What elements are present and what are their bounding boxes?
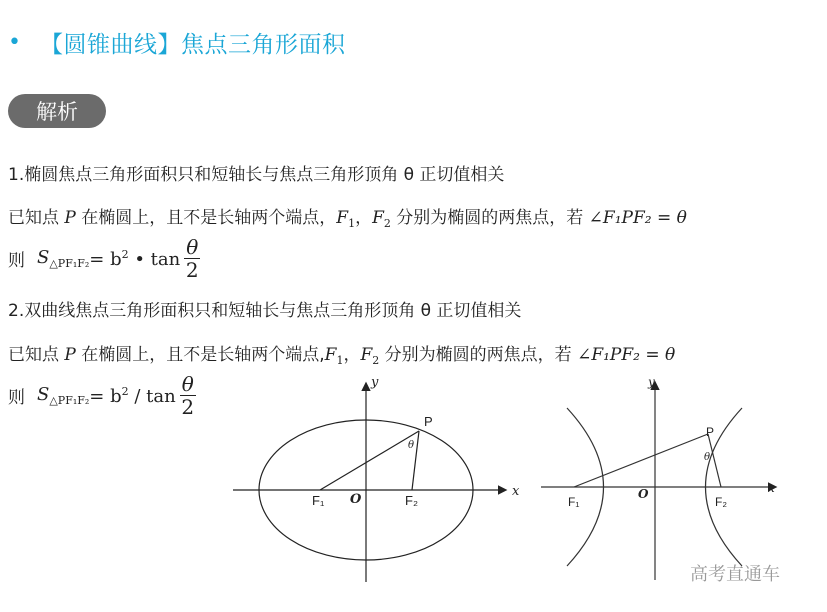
point-p: P <box>64 208 76 228</box>
given-text-b: 在椭圆上，且不是长轴两个端点, <box>75 345 325 365</box>
given-text-c: 分别为椭圆的两焦点，若 <box>390 208 589 228</box>
ellipse-x-label: x <box>512 484 520 499</box>
title-bullet: • <box>8 30 21 55</box>
hyperbola-theta-label: θ <box>704 452 711 463</box>
given-text-c: 分别为椭圆的两焦点，若 <box>379 345 578 365</box>
watermark: 高考直通车 <box>690 564 780 585</box>
hyperbola-origin-label: O <box>638 487 649 501</box>
hyperbola-diagram <box>541 383 775 580</box>
separator: ， <box>355 208 373 228</box>
ellipse-y-label: y <box>371 375 379 390</box>
ellipse-diagram <box>233 384 505 582</box>
page-title: 【圆锥曲线】焦点三角形面积 <box>40 32 346 58</box>
ellipse-p-label: P <box>424 414 433 429</box>
hyperbola-x-label: x <box>768 481 775 495</box>
ellipse-theta-label: θ <box>408 440 415 451</box>
half-theta-fraction: $\frac{\theta}{2}$ <box>181 372 195 419</box>
formula-eq: = $b^2$ • tan <box>89 247 181 270</box>
area-symbol: $S_{\triangle PF_1F_2}$ <box>37 384 90 407</box>
angle-condition: ∠F₁PF₂ = θ <box>577 345 676 365</box>
area-symbol: $S_{\triangle PF_1F_2}$ <box>37 247 90 270</box>
ellipse-origin-label: O <box>350 492 362 507</box>
ellipse-pf1 <box>320 431 419 490</box>
hyperbola-f1-label: F₁ <box>568 495 580 509</box>
given-text-a: 已知点 <box>8 345 65 365</box>
focus-f1: $F_1$ <box>324 345 344 367</box>
half-theta-fraction: $\frac{\theta}{2}$ <box>185 235 199 282</box>
given-text-b: 在椭圆上，且不是长轴两个端点， <box>75 208 337 228</box>
focus-f1: $F_1$ <box>336 208 356 230</box>
point-p: P <box>64 345 76 365</box>
then-label: 则 <box>8 388 25 408</box>
ellipse-f2-label: F₂ <box>405 493 418 508</box>
section1-heading: 1.椭圆焦点三角形面积只和短轴长与焦点三角形顶角 θ 正切值相关 <box>8 165 505 185</box>
hyperbola-y-label: y <box>648 375 655 389</box>
hyperbola-f2-label: F₂ <box>715 495 727 509</box>
focus-f2: $F_2$ <box>372 208 391 230</box>
formula-eq: = $b^2$ / tan <box>89 384 176 407</box>
section2-heading: 2.双曲线焦点三角形面积只和短轴长与焦点三角形顶角 θ 正切值相关 <box>8 301 522 321</box>
given-text-a: 已知点 <box>8 208 65 228</box>
then-label: 则 <box>8 251 25 271</box>
separator: ， <box>343 345 361 365</box>
analysis-badge: 解析 <box>8 94 106 128</box>
angle-condition: ∠F₁PF₂ = θ <box>588 208 687 228</box>
focus-f2: $F_2$ <box>360 345 380 367</box>
hyperbola-pf1 <box>574 434 711 487</box>
ellipse-f1-label: F₁ <box>312 493 325 508</box>
hyperbola-p-label: P <box>706 425 715 439</box>
